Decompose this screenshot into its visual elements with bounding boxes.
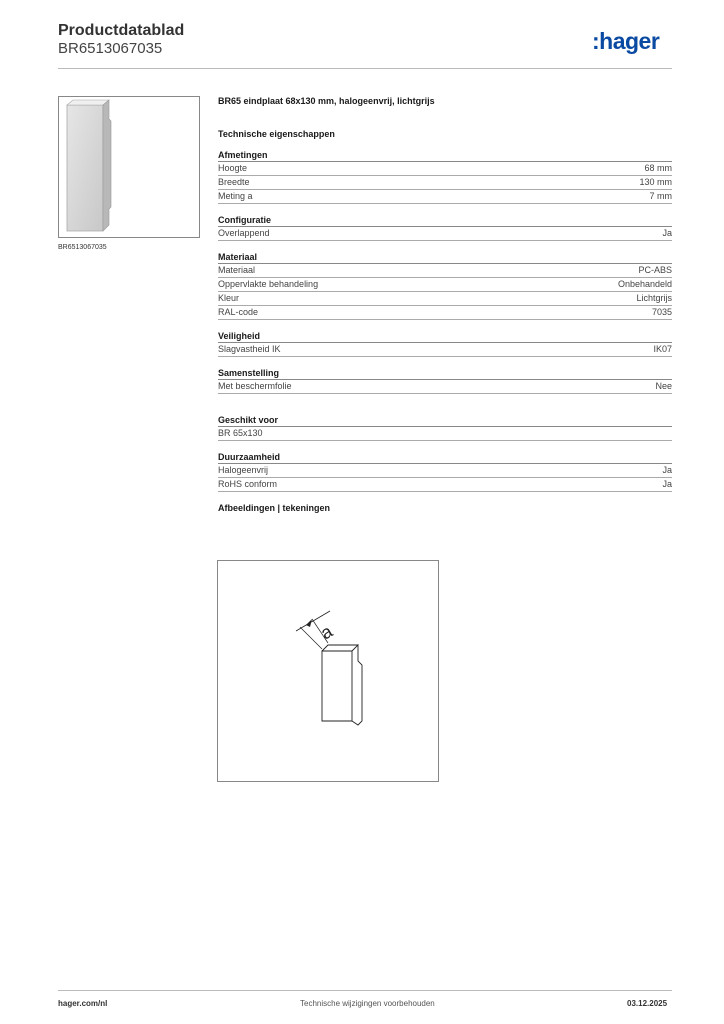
section-title: Samenstelling: [218, 368, 672, 380]
row-label: Kleur: [218, 293, 240, 303]
technical-drawing: [217, 560, 439, 782]
logo-text: hager: [599, 28, 660, 54]
spec-row: [218, 478, 672, 492]
row-label: Materiaal: [218, 265, 256, 275]
row-value: Nee: [655, 381, 672, 391]
spec-row: [218, 464, 672, 478]
spec-row: [218, 427, 672, 441]
end-plate-photo-icon: [59, 97, 199, 237]
spec-row: [218, 264, 672, 278]
dimension-label: a: [317, 621, 336, 644]
row-label: Slagvastheid IK: [218, 344, 281, 354]
spec-row: [218, 162, 672, 176]
tech-heading: Technische eigenschappen: [218, 129, 335, 139]
row-value: 7 mm: [649, 191, 672, 201]
product-thumbnail: [58, 96, 200, 238]
footer-date: 03.12.2025: [627, 999, 668, 1008]
spec-row: [218, 306, 672, 320]
spec-content: [218, 96, 672, 513]
section-title: Geschikt voor: [218, 415, 672, 427]
row-value: 7035: [651, 307, 672, 317]
row-label: Hoogte: [218, 163, 248, 173]
images-heading: Afbeeldingen | tekeningen: [218, 503, 331, 513]
page-title: Productdatablad: [58, 22, 185, 39]
footer-disclaimer: Technische wijzigingen voorbehouden: [300, 999, 435, 1008]
row-value: 68 mm: [644, 163, 672, 173]
section-veiligheid: [218, 331, 672, 357]
spec-row: [218, 343, 672, 357]
end-plate-drawing-icon: [218, 561, 438, 781]
section-samenstelling: [218, 368, 672, 394]
row-label: Overlappend: [218, 228, 270, 238]
row-label: Met beschermfolie: [218, 381, 292, 391]
product-code: BR6513067035: [58, 40, 163, 57]
row-label: Meting a: [218, 191, 253, 201]
spacer: [218, 405, 672, 415]
section-title: Duurzaamheid: [218, 452, 672, 464]
hager-logo: [592, 28, 659, 55]
row-value: Ja: [662, 465, 672, 475]
thumbnail-caption: BR6513067035: [58, 244, 107, 251]
section-title: Configuratie: [218, 215, 672, 227]
row-value: PC-ABS: [638, 265, 672, 275]
row-label: Oppervlakte behandeling: [218, 279, 319, 289]
section-title: Materiaal: [218, 252, 672, 264]
product-name: BR65 eindplaat 68x130 mm, halogeenvrij, lichtgrijs: [218, 96, 435, 106]
logo-colon-icon: :: [592, 28, 600, 54]
section-afmetingen: [218, 150, 672, 204]
row-label: BR 65x130: [218, 428, 263, 438]
row-label: RAL-code: [218, 307, 259, 317]
section-materiaal: [218, 252, 672, 320]
footer-divider: [58, 990, 672, 991]
row-value: IK07: [653, 344, 672, 354]
row-label: Breedte: [218, 177, 250, 187]
row-label: Halogeenvrij: [218, 465, 269, 475]
row-value: Onbehandeld: [617, 279, 672, 289]
spec-row: [218, 292, 672, 306]
section-title: Veiligheid: [218, 331, 672, 343]
spec-row: [218, 278, 672, 292]
section-geschikt-voor: [218, 415, 672, 441]
footer-website-link[interactable]: hager.com/nl: [58, 999, 108, 1008]
section-configuratie: [218, 215, 672, 241]
section-title: Afmetingen: [218, 150, 672, 162]
row-label: RoHS conform: [218, 479, 278, 489]
section-duurzaamheid: [218, 452, 672, 492]
row-value: Ja: [662, 228, 672, 238]
spec-row: [218, 190, 672, 204]
row-value: 130 mm: [639, 177, 672, 187]
spec-row: [218, 227, 672, 241]
row-value: Lichtgrijs: [636, 293, 672, 303]
row-value: Ja: [662, 479, 672, 489]
spec-row: [218, 380, 672, 394]
spec-row: [218, 176, 672, 190]
header-divider: [58, 68, 672, 69]
